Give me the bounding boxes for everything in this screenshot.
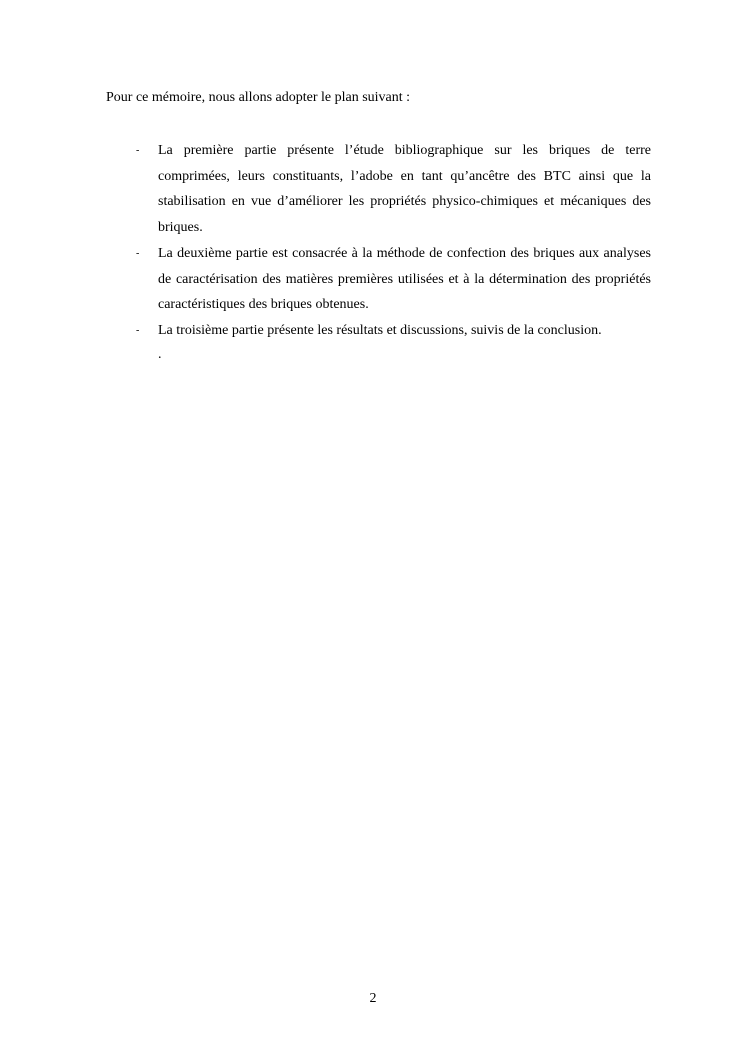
page-number: 2 [369,991,377,1006]
trailing-period: . [158,347,162,362]
list-item-text: La deuxième partie est consacrée à la méthode de confection des briques aux analyses de caractérisation des matières premières utilisées et à la détermination des propriétés caractéristiques des briques obtenues. [158,245,651,313]
list-item [0,138,746,241]
bullet-dash: - [136,145,140,156]
list-item-text: La troisième partie présente les résultats et discussions, suivis de la conclusion. [158,322,602,338]
bullet-dash: - [136,247,140,259]
list-item-text: La première partie présente l’étude bibliographique sur les briques de terre comprimées, leurs constituants, l’adobe en tant qu’ancêtre des BTC ainsi que la stabilisation en vue d’améliorer les propriétés physico-chimiques et mécaniques des briques. [158,143,651,236]
plan-list [0,138,746,344]
list-item [0,318,746,344]
bullet-dash: - [136,324,140,336]
intro-paragraph: Pour ce mémoire, nous allons adopter le plan suivant : [106,90,411,105]
list-item [0,241,746,318]
